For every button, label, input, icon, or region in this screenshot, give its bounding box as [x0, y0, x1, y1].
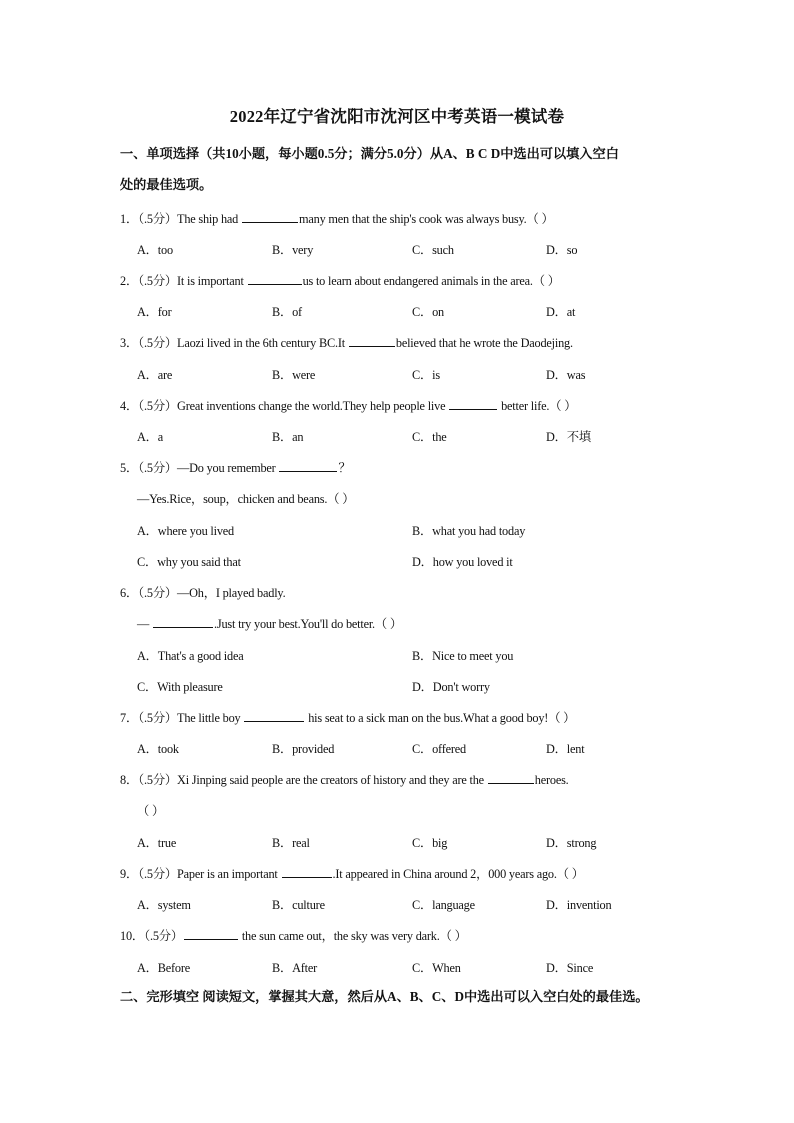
option-d: D．strong [546, 836, 597, 850]
question-2-stem: 2．（.5分）It is important [120, 274, 247, 288]
option-c: C．language [412, 898, 475, 912]
question-6-reply [137, 614, 402, 632]
question-6-reply-end: .Just try your best.You'll do better.（ ） [213, 617, 402, 631]
section-two-heading: 二、完形填空 阅读短文，掌握其大意，然后从A、B、C、D中选出可以入空白处的最佳选。 [120, 989, 649, 1004]
question-10-stem: 10．（.5分） [120, 929, 183, 943]
option-b: B．of [272, 305, 302, 319]
option-a: A．That's a good idea [137, 649, 244, 663]
question-9-stem-end: .It appeared in China around 2，000 years ago.（ ） [332, 867, 584, 881]
option-b: B．very [272, 243, 314, 257]
option-c: C．on [412, 305, 444, 319]
option-c: C．When [412, 961, 461, 975]
question-1 [120, 209, 554, 227]
option-d: D．so [546, 243, 578, 257]
option-b: B．real [272, 836, 310, 850]
option-a: A．Before [137, 961, 191, 975]
option-c: C．big [412, 836, 448, 850]
question-5-reply: —Yes.Rice，soup，chicken and beans.（ ） [137, 492, 355, 506]
option-d: D．was [546, 368, 586, 382]
option-c: C．such [412, 243, 454, 257]
question-8-paren: （ ） [137, 804, 165, 818]
answer-blank [244, 710, 304, 722]
question-8-stem: 8．（.5分）Xi Jinping said people are the creators of history and they are the [120, 773, 487, 787]
option-c: C．the [412, 430, 447, 444]
option-d: D．lent [546, 742, 585, 756]
question-4-stem-end: better life.（ ） [498, 399, 577, 413]
question-2-stem-end: us to learn about endangered animals in the area.（ ） [302, 274, 560, 288]
option-b: B．an [272, 430, 304, 444]
option-a: A．where you lived [137, 524, 234, 538]
option-c: C．With pleasure [137, 680, 223, 694]
option-c: C．offered [412, 742, 466, 756]
option-a: A．system [137, 898, 191, 912]
question-5-stem-end: ？ [338, 461, 351, 475]
option-d: D．at [546, 305, 576, 319]
question-4 [120, 396, 576, 414]
question-5-stem: 5．（.5分）—Do you remember [120, 461, 279, 475]
option-a: A．took [137, 742, 179, 756]
option-c: C．why you said that [137, 555, 241, 569]
option-c: C．is [412, 368, 440, 382]
question-10-stem-end: the sun came out，the sky was very dark.（ ） [238, 929, 467, 943]
answer-blank [349, 335, 395, 347]
question-9-stem: 9．（.5分）Paper is an important [120, 867, 281, 881]
question-8-stem-end: heroes. [534, 773, 569, 787]
option-d: D．Since [546, 961, 594, 975]
option-a: A．for [137, 305, 172, 319]
question-1-stem: 1．（.5分）The ship had [120, 212, 242, 226]
option-a: A．true [137, 836, 177, 850]
question-3 [120, 333, 573, 351]
question-1-stem-end: many men that the ship's cook was always busy.（ ） [299, 212, 554, 226]
option-d: D．Don't worry [412, 680, 490, 694]
answer-blank [153, 616, 213, 628]
answer-blank [279, 460, 337, 472]
question-8 [120, 770, 569, 788]
question-5 [120, 458, 351, 476]
question-2 [120, 271, 560, 289]
option-b: B．provided [272, 742, 335, 756]
question-3-stem: 3．（.5分）Laozi lived in the 6th century BC.It [120, 336, 348, 350]
answer-blank [449, 398, 497, 410]
question-6: 6．（.5分）—Oh，I played badly. [120, 586, 286, 600]
section-one-heading [120, 138, 690, 200]
section-one-line2: 处的最佳选项。 [120, 177, 213, 192]
option-d: D．invention [546, 898, 612, 912]
option-a: A．are [137, 368, 173, 382]
answer-blank [184, 928, 238, 940]
question-3-stem-end: believed that he wrote the Daodejing. [395, 336, 573, 350]
option-b: B．what you had today [412, 524, 526, 538]
option-d: D．how you loved it [412, 555, 513, 569]
section-one-line1: 一、单项选择（共10小题，每小题0.5分；满分5.0分）从A、B C D中选出可以填入空白 [120, 146, 619, 161]
question-6-reply-dash: — [137, 617, 152, 631]
question-7 [120, 708, 575, 726]
answer-blank [242, 211, 298, 223]
option-b: B．After [272, 961, 318, 975]
option-d: D．不填 [546, 430, 591, 444]
option-b: B．were [272, 368, 316, 382]
option-b: B．culture [272, 898, 325, 912]
option-a: A．a [137, 430, 164, 444]
question-9 [120, 864, 584, 882]
answer-blank [282, 866, 332, 878]
answer-blank [488, 772, 534, 784]
option-b: B．Nice to meet you [412, 649, 514, 663]
question-10 [120, 926, 467, 944]
question-7-stem: 7．（.5分）The little boy [120, 711, 244, 725]
option-a: A．too [137, 243, 173, 257]
answer-blank [248, 273, 302, 285]
question-4-stem: 4．（.5分）Great inventions change the world.They help people live [120, 399, 449, 413]
page-title: 2022年辽宁省沈阳市沈河区中考英语一模试卷 [229, 107, 565, 126]
question-7-stem-end: his seat to a sick man on the bus.What a good boy!（ ） [305, 711, 576, 725]
